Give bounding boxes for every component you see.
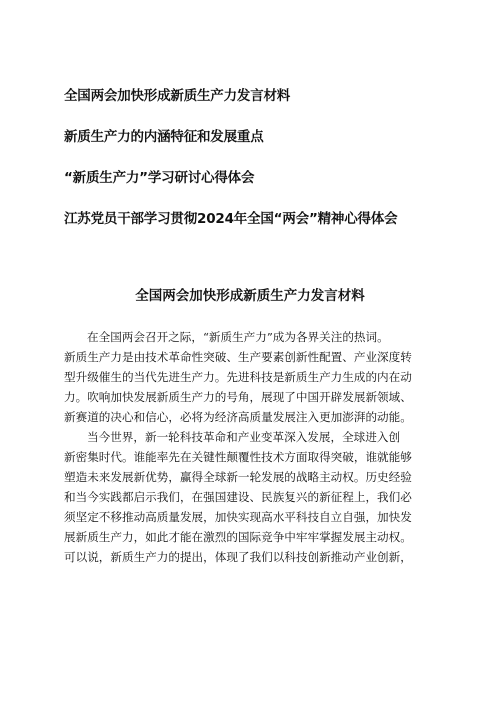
toc-item-1: 全国两会加快形成新质生产力发言材料 <box>64 88 291 104</box>
body-line: 力。吹响加快发展新质生产力的号角，展现了中国开辟发展新领域、 <box>64 390 412 404</box>
table-of-contents <box>64 88 464 252</box>
body-line: 型升级催生的当代先进生产力。先进科技是新质生产力生成的内在动 <box>64 370 412 384</box>
body-line: 展新质生产力，如此才能在激烈的国际竞争中牢牢掌握发展主动权。 <box>64 530 412 544</box>
toc-item-2: 新质生产力的内涵特征和发展重点 <box>64 129 264 145</box>
body-line: 在全国两会召开之际，“新质生产力”成为各界关注的热词。 <box>87 330 389 344</box>
toc-item-4: 江苏党员干部学习贯彻2024年全国“两会”精神心得体会 <box>64 211 398 227</box>
body-line: 新密集时代。谁能率先在关键性颠覆性技术方面取得突破，谁就能够 <box>64 450 412 464</box>
body-line: 塑造未来发展新优势，赢得全球新一轮发展的战略主动权。历史经验 <box>64 470 412 484</box>
article-body <box>64 327 447 567</box>
body-line: 新赛道的决心和信心，必将为经济高质量发展注入更加澎湃的动能。 <box>64 410 412 424</box>
body-line: 可以说，新质生产力的提出，体现了我们以科技创新推动产业创新， <box>64 550 412 564</box>
body-line: 和当今实践都启示我们，在强国建设、民族复兴的新征程上，我们必 <box>64 490 412 504</box>
body-line: 新质生产力是由技术革命性突破、生产要素创新性配置、产业深度转 <box>64 350 412 364</box>
toc-item-3: “新质生产力”学习研讨心得体会 <box>64 170 255 186</box>
article-title: 全国两会加快形成新质生产力发言材料 <box>135 288 365 304</box>
body-line: 当今世界，新一轮科技革命和产业变革深入发展，全球进入创 <box>87 430 401 444</box>
body-line: 须坚定不移推动高质量发展，加快实现高水平科技自立自强，加快发 <box>64 510 412 524</box>
